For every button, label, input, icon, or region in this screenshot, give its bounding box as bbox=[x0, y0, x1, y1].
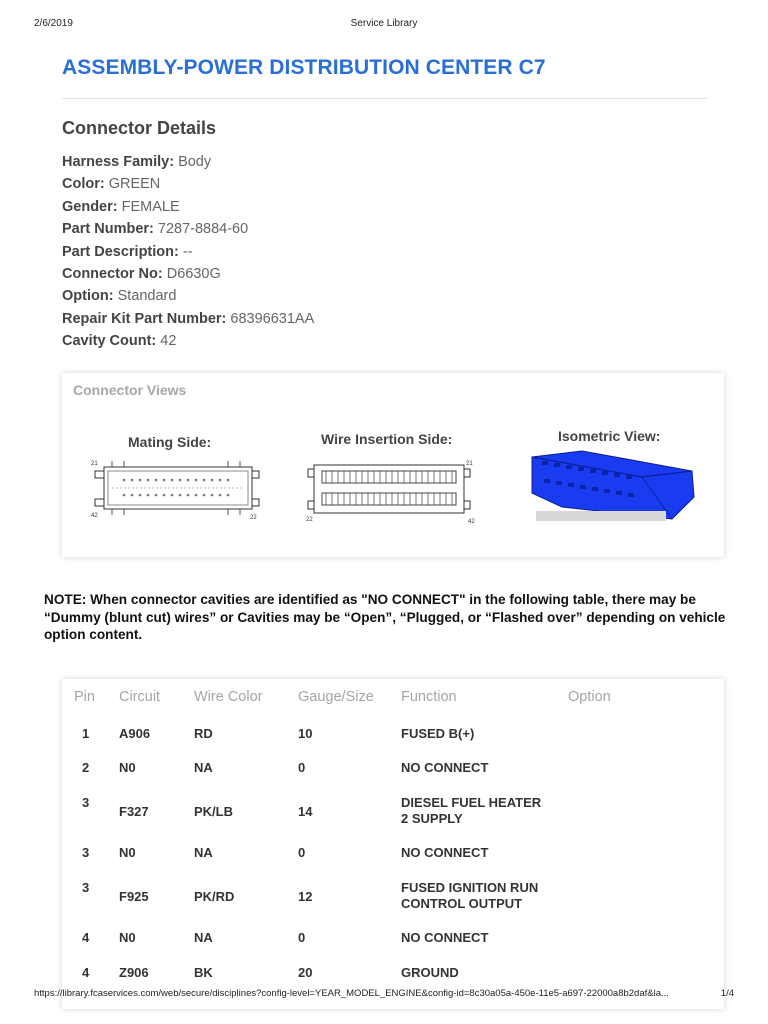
column-header-option: Option bbox=[568, 689, 611, 705]
table-row bbox=[62, 760, 724, 794]
detail-key: Gender: bbox=[62, 198, 118, 215]
detail-key: Color: bbox=[62, 176, 105, 193]
detail-value: D6630G bbox=[166, 265, 221, 282]
table-row bbox=[62, 845, 724, 879]
cell-function: GROUND bbox=[401, 965, 459, 980]
detail-value: 7287-8884-60 bbox=[157, 221, 249, 238]
title-divider bbox=[62, 98, 707, 99]
cell-gauge: 0 bbox=[298, 845, 306, 860]
wire-pin-22: 22 bbox=[306, 517, 313, 523]
print-page-number: 1/4 bbox=[720, 988, 734, 999]
table-row bbox=[62, 794, 724, 846]
detail-cavity-count bbox=[62, 333, 314, 355]
cell-circuit: N0 bbox=[119, 845, 136, 860]
cell-function: FUSED B(+) bbox=[401, 726, 475, 741]
cell-circuit: F925 bbox=[119, 889, 149, 904]
column-header-pin: Pin bbox=[74, 689, 95, 705]
isometric-view-label: Isometric View: bbox=[558, 428, 661, 444]
cell-wire-color: RD bbox=[194, 726, 213, 741]
no-connect-note: NOTE: When connector cavities are identified as "NO CONNECT" in the following table, there may be “Dummy (blunt cut) wires” or Cavities may be “Open”, “Plugged, or “Flashed over” depending on vehicle option content. bbox=[44, 592, 726, 642]
table-row bbox=[62, 725, 724, 759]
detail-harness-family bbox=[62, 154, 314, 176]
wire-insertion-side-diagram bbox=[304, 457, 484, 527]
connector-details-list bbox=[62, 154, 314, 356]
detail-connector-no bbox=[62, 266, 314, 288]
wire-pin-42: 42 bbox=[468, 519, 475, 525]
cell-gauge: 20 bbox=[298, 965, 313, 980]
cell-function: DIESEL FUEL HEATER 2 SUPPLY bbox=[401, 795, 542, 826]
detail-key: Part Number: bbox=[62, 221, 154, 238]
cell-wire-color: PK/LB bbox=[194, 804, 233, 819]
page-title: ASSEMBLY-POWER DISTRIBUTION CENTER C7 bbox=[62, 56, 546, 79]
detail-part-number bbox=[62, 221, 314, 243]
cell-pin: 2 bbox=[82, 760, 90, 775]
cell-pin: 4 bbox=[82, 965, 90, 980]
print-date: 2/6/2019 bbox=[34, 18, 73, 29]
mating-pin-42: 42 bbox=[91, 513, 98, 519]
column-header-circuit: Circuit bbox=[119, 689, 161, 705]
detail-key: Repair Kit Part Number: bbox=[62, 310, 227, 327]
cell-gauge: 10 bbox=[298, 726, 313, 741]
wire-insertion-side-label: Wire Insertion Side: bbox=[321, 431, 453, 447]
print-library-name: Service Library bbox=[350, 18, 418, 29]
detail-color bbox=[62, 176, 314, 198]
cell-pin: 4 bbox=[82, 930, 90, 945]
detail-key: Option: bbox=[62, 288, 114, 305]
table-row bbox=[62, 930, 724, 964]
cell-circuit: A906 bbox=[119, 726, 151, 741]
cell-function: NO CONNECT bbox=[401, 930, 489, 945]
print-footer bbox=[34, 988, 734, 1002]
connector-views-card bbox=[62, 373, 724, 557]
connector-details-heading: Connector Details bbox=[62, 118, 217, 138]
cell-function: NO CONNECT bbox=[401, 760, 489, 775]
cell-wire-color: NA bbox=[194, 845, 213, 860]
print-header bbox=[34, 18, 734, 32]
detail-value: 68396631AA bbox=[230, 310, 315, 327]
mating-pin-21: 21 bbox=[91, 461, 98, 467]
cell-wire-color: PK/RD bbox=[194, 889, 235, 904]
column-header-function: Function bbox=[401, 689, 457, 705]
detail-value: FEMALE bbox=[121, 198, 180, 215]
cell-gauge: 0 bbox=[298, 930, 306, 945]
detail-key: Part Description: bbox=[62, 243, 179, 260]
mating-side-label: Mating Side: bbox=[128, 434, 212, 450]
detail-value: 42 bbox=[160, 333, 177, 350]
print-url: https://library.fcaservices.com/web/secure/disciplines?config-level=YEAR_MODEL_ENGINE&config-id=8c30a05a-450e-11e5-a697-22000a8b2daf&la... bbox=[34, 988, 669, 999]
detail-gender bbox=[62, 199, 314, 221]
cell-gauge: 12 bbox=[298, 889, 313, 904]
detail-part-description bbox=[62, 244, 314, 266]
mating-side-diagram bbox=[88, 457, 264, 523]
detail-key: Harness Family: bbox=[62, 154, 175, 170]
cell-wire-color: BK bbox=[194, 965, 213, 980]
cell-pin: 3 bbox=[82, 880, 90, 895]
wire-pin-21: 21 bbox=[466, 461, 473, 467]
mating-pin-22: 22 bbox=[250, 515, 257, 521]
cell-circuit: F327 bbox=[119, 804, 149, 819]
cell-gauge: 14 bbox=[298, 804, 313, 819]
detail-key: Connector No: bbox=[62, 265, 163, 282]
cell-function: NO CONNECT bbox=[401, 845, 489, 860]
cell-wire-color: NA bbox=[194, 760, 213, 775]
cell-function: FUSED IGNITION RUN CONTROL OUTPUT bbox=[401, 880, 539, 911]
cell-pin: 3 bbox=[82, 845, 90, 860]
detail-value: Standard bbox=[117, 288, 177, 305]
pin-table bbox=[62, 679, 724, 1009]
detail-repair-kit bbox=[62, 311, 314, 333]
cell-pin: 1 bbox=[82, 726, 90, 741]
column-header-gauge: Gauge/Size bbox=[298, 689, 374, 705]
table-row bbox=[62, 879, 724, 931]
detail-option bbox=[62, 288, 314, 310]
cell-circuit: N0 bbox=[119, 930, 136, 945]
detail-value: -- bbox=[182, 243, 193, 260]
cell-pin: 3 bbox=[82, 795, 90, 810]
detail-value: GREEN bbox=[108, 176, 161, 193]
column-header-wire-color: Wire Color bbox=[194, 689, 263, 705]
cell-circuit: N0 bbox=[119, 760, 136, 775]
cell-wire-color: NA bbox=[194, 930, 213, 945]
detail-key: Cavity Count: bbox=[62, 333, 157, 350]
detail-value: Body bbox=[178, 154, 212, 170]
cell-circuit: Z906 bbox=[119, 965, 149, 980]
connector-views-caption: Connector Views bbox=[73, 382, 187, 398]
cell-gauge: 0 bbox=[298, 760, 306, 775]
isometric-view-image bbox=[522, 449, 702, 529]
